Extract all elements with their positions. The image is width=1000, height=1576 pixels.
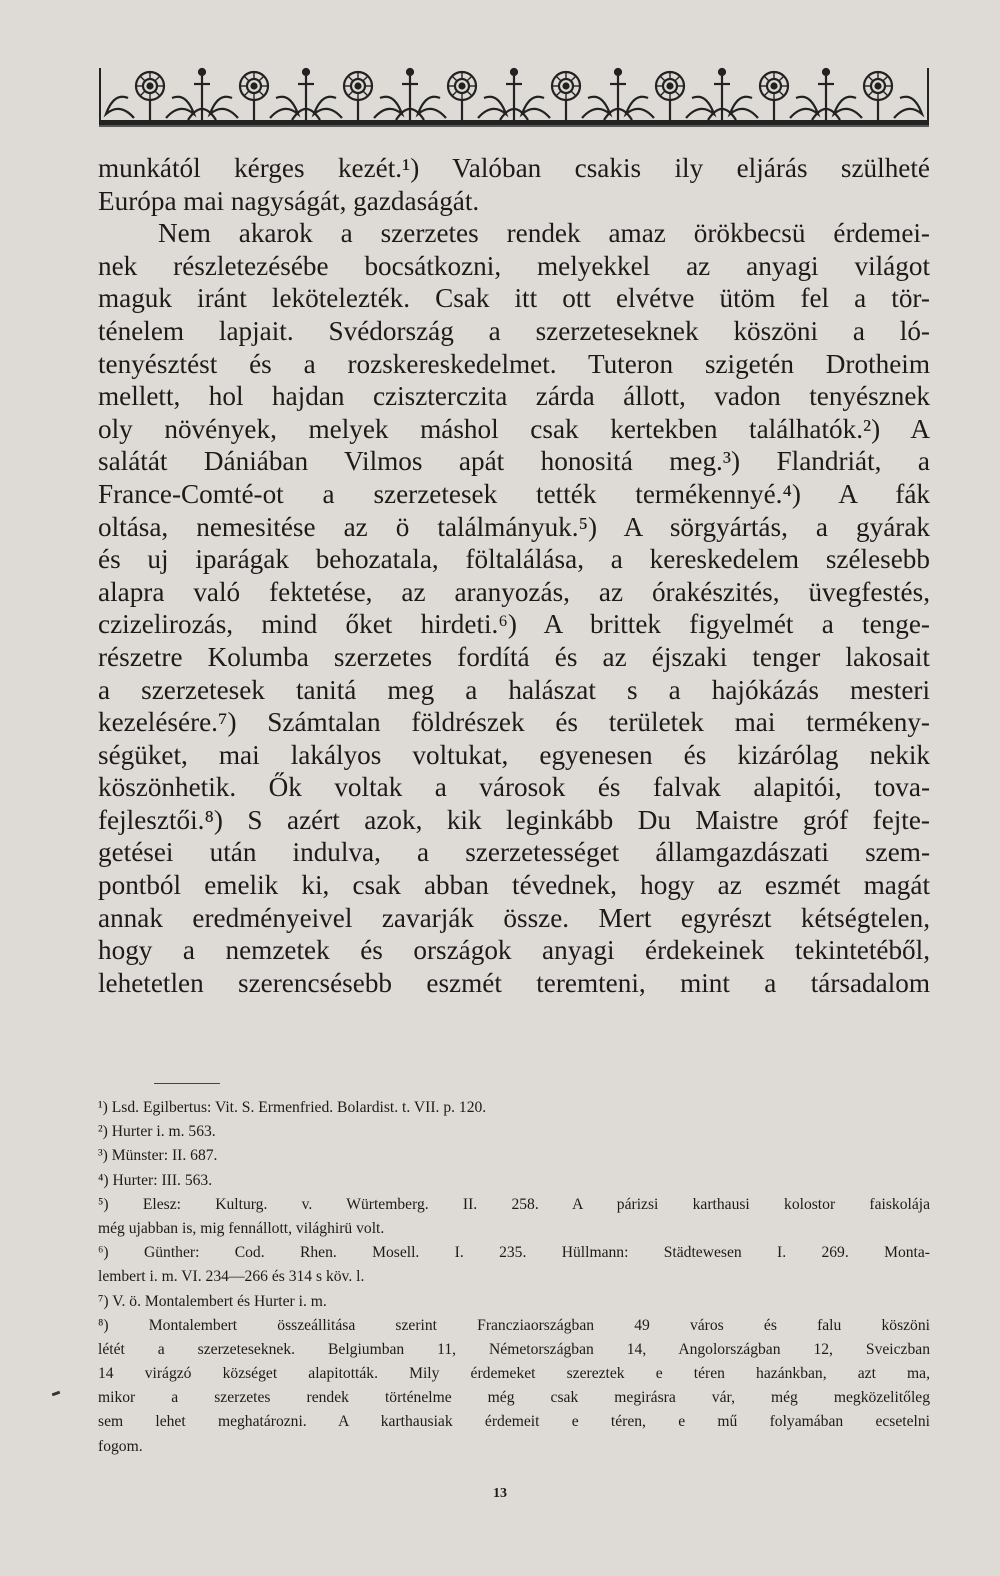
footnote-line: ⁴) Hurter: III. 563. xyxy=(98,1171,213,1189)
text-line: munkától kérges kezét.¹) Valóban csakis ily eljárás szülheté xyxy=(98,153,930,183)
footnote-line: ⁷) V. ö. Montalembert és Hurter i. m. xyxy=(98,1292,327,1310)
text-line: kezelésére.⁷) Számtalan földrészek és területek mai termékeny- xyxy=(98,707,930,738)
text-line: mellett, hol hajdan cziszterczita zárda állott, vadon tenyésznek xyxy=(98,381,930,412)
text-line: salátát Dániában Vilmos apát honositá meg.³) Flandriát, a xyxy=(98,446,930,477)
text-line: France-Comté-ot a szerzetesek tették termékennyé.⁴) A fák xyxy=(98,478,930,509)
footnotes xyxy=(98,1096,930,1459)
text-line: annak eredményeivel zavarják össze. Mert egyrészt kétségtelen, xyxy=(98,902,930,933)
text-line: maguk iránt lekötelezték. Csak itt ott elvétve ütöm fel a tör- xyxy=(98,283,930,314)
text-line: czizelirozás, mind őket hirdeti.⁶) A brittek figyelmét a tenge- xyxy=(98,609,930,640)
text-line: oltása, nemesitése az ö találmányuk.⁵) A sörgyártás, a gyárak xyxy=(98,511,930,542)
footnote-line: sem lehet meghatározni. A karthausiak érdemeit e téren, e mű folyamában ecsetelni xyxy=(98,1413,930,1431)
text-line: lehetetlen szerencsésebb eszmét teremteni, mint a társadalom xyxy=(98,967,930,998)
footnote-line: még ujabban is, mig fennállott, világhirü volt. xyxy=(98,1219,385,1237)
footnote-divider xyxy=(154,1083,220,1084)
footnote-line: 14 virágzó községet alapitották. Mily érdemeket szereztek e téren hazánkban, azt ma, xyxy=(98,1365,930,1383)
text-line: ténelem lapjait. Svédország a szerzeteseknek köszöni a ló- xyxy=(98,315,930,346)
text-line: fejlesztői.⁸) S azért azok, kik leginkább Du Maistre gróf fejte- xyxy=(98,804,930,835)
body-text xyxy=(98,152,930,999)
text-line: részetre Kolumba szerzetes fordítá és az éjszaki tenger lakosait xyxy=(98,641,930,672)
text-line: oly növények, melyek máshol csak kertekben találhatók.²) A xyxy=(98,413,930,444)
footnote-line: ³) Münster: II. 687. xyxy=(98,1147,218,1165)
text-line: Európa mai nagyságát, gazdaságát. xyxy=(98,185,480,216)
text-line: köszönhetik. Ők voltak a városok és falvak alapitói, tova- xyxy=(98,772,930,803)
footnote-line: mikor a szerzetes rendek történelme még csak megirásra vár, még megközelitőleg xyxy=(98,1389,930,1407)
text-line: pontból emelik ki, csak abban tévednek, hogy az eszmét magát xyxy=(98,870,930,901)
footnote-line: létét a szerzeteseknek. Belgiumban 11, Németországban 14, Angolországban 12, Sveiczban xyxy=(98,1340,930,1358)
text-line: hogy a nemzetek és országok anyagi érdekeinek tekintetéből, xyxy=(98,935,930,966)
footnote-line: fogom. xyxy=(98,1437,143,1455)
footnote-line: ⁸) Montalembert összeállitása szerint Francziaországban 49 város és falu köszöni xyxy=(98,1316,930,1334)
footnote-line: ¹) Lsd. Egilbertus: Vit. S. Ermenfried. Bolardist. t. VII. p. 120. xyxy=(98,1099,487,1116)
footnote-line: ⁵) Elesz: Kulturg. v. Würtemberg. II. 258. A párizsi karthausi kolostor faiskolája xyxy=(98,1195,930,1213)
stray-mark xyxy=(52,1391,61,1397)
floral-border-icon xyxy=(98,62,930,128)
text-line: getései után indulva, a szerzetességet államgazdászati szem- xyxy=(98,837,930,868)
footnote-line: ²) Hurter i. m. 563. xyxy=(98,1123,216,1141)
text-line: Nem akarok a szerzetes rendek amaz örökbecsü érdemei- xyxy=(158,218,930,249)
text-line: a szerzetesek tanitá meg a halászat s a hajókázás mesteri xyxy=(98,674,930,705)
text-line: tenyésztést és a rozskereskedelmet. Tuteron szigetén Drotheim xyxy=(98,348,930,379)
footnote-line: ⁶) Günther: Cod. Rhen. Mosell. I. 235. Hüllmann: Städtewesen I. 269. Monta- xyxy=(98,1244,930,1262)
text-line: nek részletezésébe bocsátkozni, melyekkel az anyagi világot xyxy=(98,250,930,281)
text-line: és uj iparágak behozatala, föltalálása, a kereskedelem szélesebb xyxy=(98,544,930,575)
text-line: alapra való fektetése, az aranyozás, az órakészités, üvegfestés, xyxy=(98,576,930,607)
footnote-line: lembert i. m. VI. 234—266 és 314 s köv. l. xyxy=(98,1268,365,1286)
text-line: ségüket, mai lakályos voltukat, egyenesen és kizárólag nekik xyxy=(98,739,930,770)
page-number: 13 xyxy=(493,1486,507,1501)
